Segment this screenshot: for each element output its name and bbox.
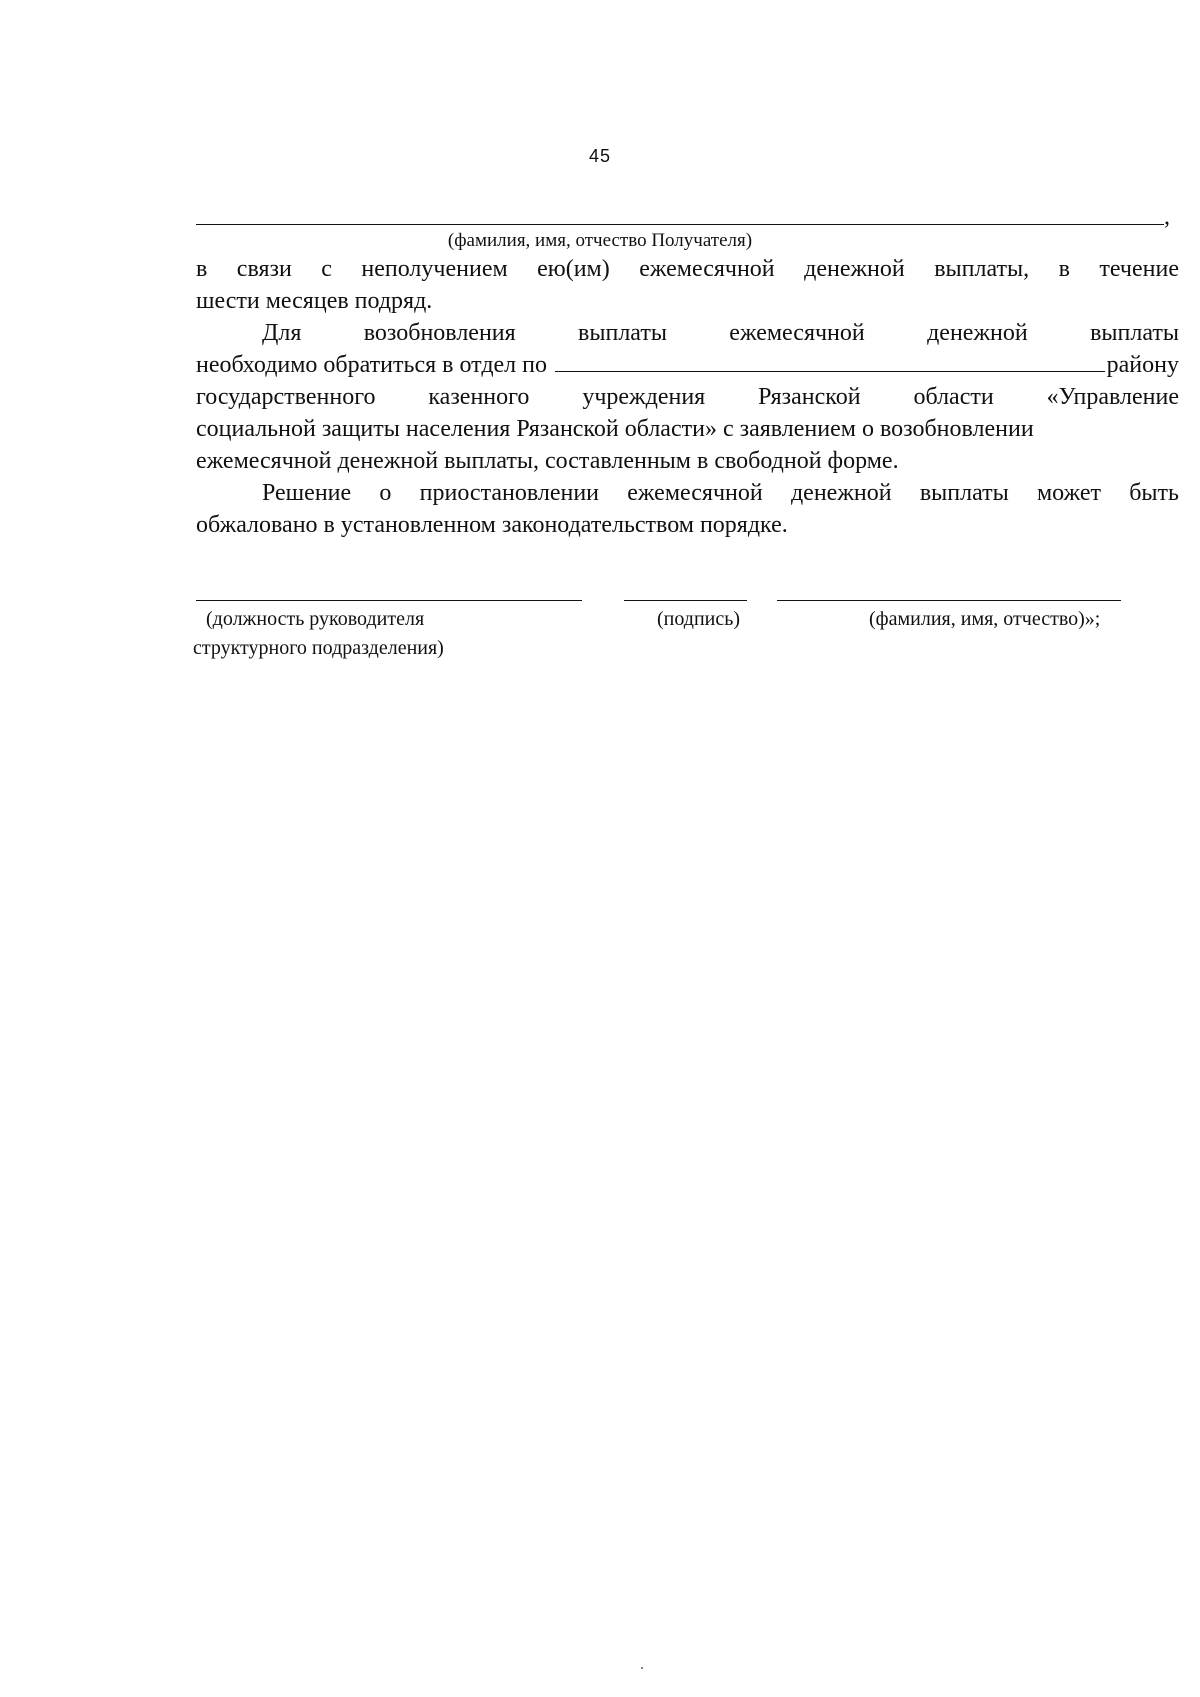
signature-line <box>624 600 747 601</box>
recipient-line-comma: , <box>1164 204 1170 230</box>
paragraph-line: в связи с неполучением ею(им) ежемесячной денежной выплаты, в течение <box>196 256 1179 282</box>
page-number: 45 <box>588 146 612 166</box>
full-name-caption: (фамилия, имя, отчество)»; <box>869 608 1101 630</box>
paragraph-line: обжаловано в установленном законодательством порядке. <box>196 512 788 538</box>
paragraph-line-start: необходимо обратиться в отдел по <box>196 352 547 378</box>
position-caption-line1: (должность руководителя <box>206 608 425 630</box>
paragraph-line-end: району <box>1106 352 1179 378</box>
paragraph-line: шести месяцев подряд. <box>196 288 433 314</box>
full-name-signature-line <box>777 600 1121 601</box>
recipient-caption: (фамилия, имя, отчество Получателя) <box>447 230 753 251</box>
recipient-name-line <box>196 224 1164 225</box>
paragraph-line: ежемесячной денежной выплаты, составленным в свободной форме. <box>196 448 899 474</box>
paragraph-line: государственного казенного учреждения Рязанской области «Управление <box>196 384 1179 410</box>
paragraph-line-with-blank <box>196 350 1179 380</box>
signature-caption: (подпись) <box>657 608 741 630</box>
district-blank-line <box>555 353 1105 372</box>
position-caption-line2: структурного подразделения) <box>193 637 444 659</box>
paragraph-line: социальной защиты населения Рязанской области» с заявлением о возобновлении <box>196 416 1034 442</box>
position-signature-line <box>196 600 582 601</box>
paragraph-line: Решение о приостановлении ежемесячной денежной выплаты может быть <box>262 480 1179 506</box>
paragraph-line: Для возобновления выплаты ежемесячной денежной выплаты <box>262 320 1179 346</box>
scan-speck <box>641 1667 643 1669</box>
